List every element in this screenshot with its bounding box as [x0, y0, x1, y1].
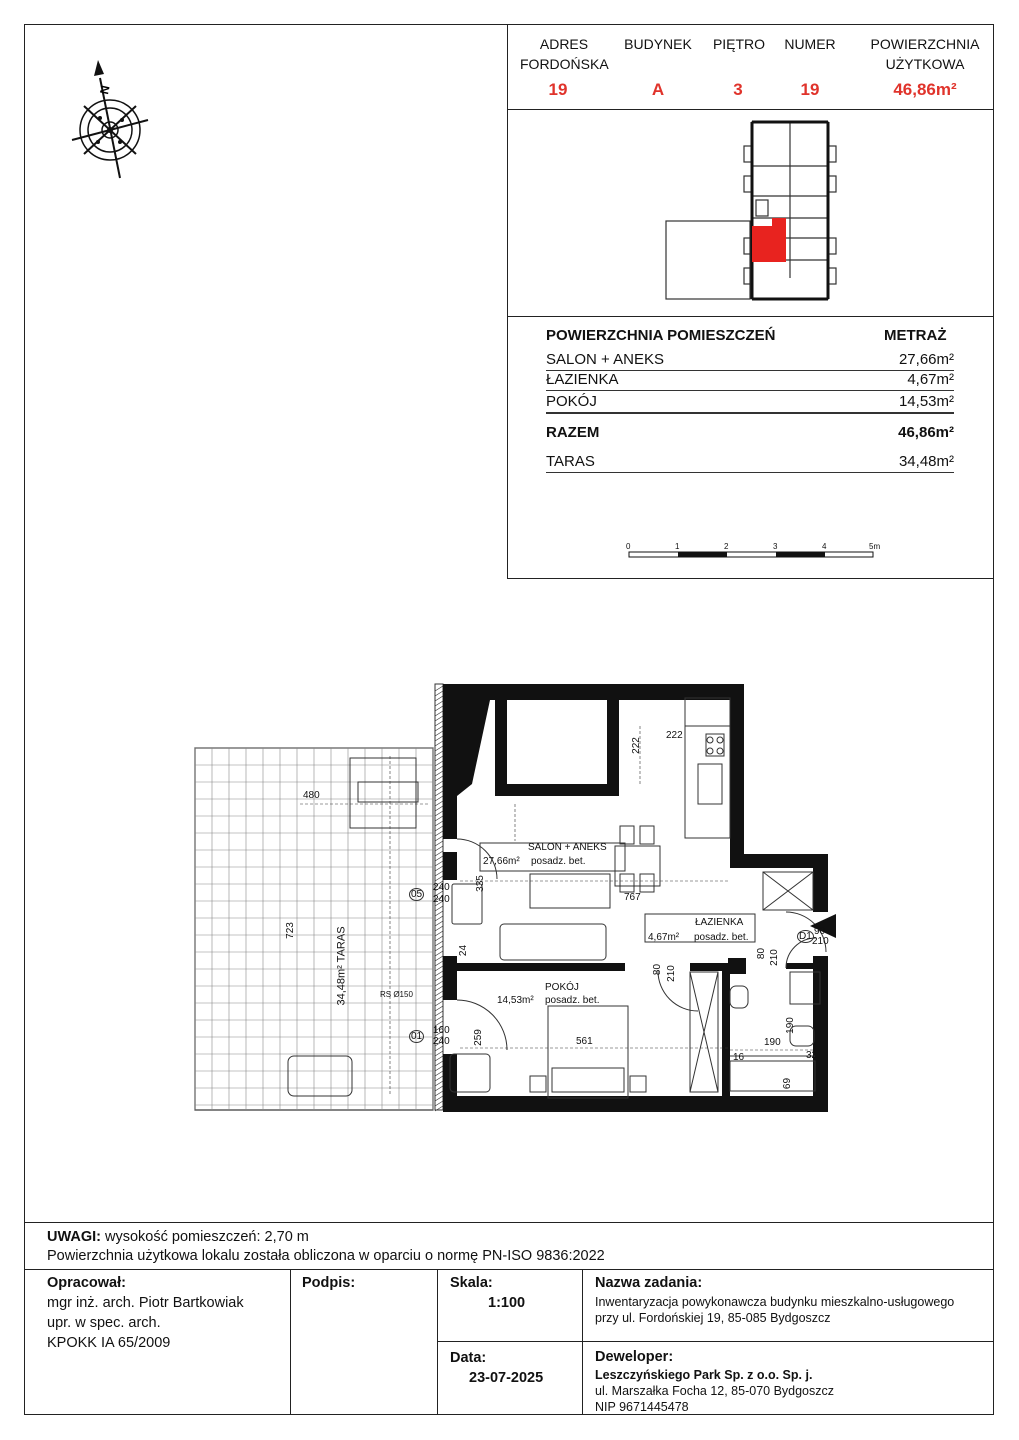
dim-222: 222: [630, 737, 642, 754]
door-210: 210: [665, 965, 677, 982]
opracowal-l1: mgr inż. arch. Piotr Bartkowiak: [47, 1295, 244, 1311]
scale-tick: 0: [626, 542, 631, 551]
opracowal-l3: KPOKK IA 65/2009: [47, 1335, 171, 1351]
data-value: 23-07-2025: [469, 1370, 544, 1386]
value-numer: 19: [800, 80, 820, 99]
scale-tick: 4: [822, 542, 827, 551]
total-label: RAZEM: [546, 424, 600, 441]
uwagi-text: wysokość pomieszczeń: 2,70 m: [105, 1229, 309, 1245]
divider: [24, 1222, 994, 1223]
col-budynek: BUDYNEK: [624, 36, 692, 52]
room-row: [546, 351, 954, 371]
window-01-h: 240: [433, 1036, 450, 1047]
scale-tick: 3: [773, 542, 778, 551]
scale-tick: 1: [675, 542, 680, 551]
skala-label: Skala:: [450, 1275, 493, 1291]
dim-24: 24: [458, 944, 470, 957]
underline: [546, 472, 954, 473]
divider: [437, 1341, 994, 1342]
pokoj-floor: posadz. bet.: [545, 995, 600, 1006]
divider: [24, 1269, 994, 1270]
floor-plan: [190, 676, 840, 1116]
skala-value: 1:100: [488, 1295, 526, 1311]
divider: [290, 1269, 291, 1415]
window-05-w: 240: [433, 882, 450, 893]
zadanie-l1: Inwentaryzacja powykonawcza budynku mieszkalno-usługowego: [595, 1295, 955, 1309]
dim-561: 561: [576, 1036, 593, 1047]
scale-tick: 2: [724, 542, 729, 551]
uwagi-label: UWAGI:: [47, 1229, 101, 1245]
key-plan: [660, 118, 860, 304]
window-01-w: 160: [433, 1025, 450, 1036]
room-name: SALON + ANEKS: [546, 351, 664, 368]
dim-190: 190: [764, 1037, 781, 1048]
value-pietro: 3: [733, 80, 743, 99]
divider: [437, 1269, 438, 1415]
lazienka-label: ŁAZIENKA: [695, 917, 744, 928]
dim-480: 480: [303, 790, 320, 801]
podpis-label: Podpis:: [302, 1275, 356, 1291]
value-budynek: A: [651, 80, 665, 99]
room-name: ŁAZIENKA: [546, 371, 619, 388]
notes-line1: [47, 1229, 309, 1245]
opracowal-label: Opracował:: [47, 1275, 126, 1291]
notes-line2: Powierzchnia użytkowa lokalu została obliczona w oparciu o normę PN-ISO 9836:2022: [47, 1248, 605, 1264]
total-row: [546, 424, 954, 444]
dim-259: 259: [472, 1029, 484, 1046]
metraz-label: METRAŻ: [884, 327, 947, 344]
divider: [507, 109, 994, 110]
opracowal-l2: upr. w spec. arch.: [47, 1315, 161, 1331]
taras-value: 34,48m²: [898, 453, 954, 470]
room-row: [546, 393, 954, 413]
underline: [546, 390, 954, 391]
col-numer: NUMER: [784, 36, 836, 52]
col-powierzchnia: POWIERZCHNIA UŻYTKOWA: [870, 36, 980, 72]
dim-190: 190: [784, 1017, 796, 1034]
dim-767: 767: [624, 892, 641, 903]
lazienka-area: 4,67m²: [648, 932, 680, 943]
dim-723: 723: [284, 922, 296, 939]
door-80: 80: [756, 947, 768, 960]
col-adres: ADRES FORDOŃSKA: [520, 36, 609, 72]
deweloper-l1: Leszczyńskiego Park Sp. z o.o. Sp. j.: [595, 1368, 813, 1382]
compass-north-label: N: [97, 84, 113, 96]
dim-222: 222: [666, 730, 683, 741]
lazienka-floor: posadz. bet.: [694, 932, 749, 943]
deweloper-l3: NIP 9671445478: [595, 1400, 689, 1414]
door-d1-height: 210: [812, 936, 829, 947]
rs-label: RS Ø150: [380, 990, 413, 999]
room-area: 4,67m²: [907, 371, 954, 388]
compass-rose-icon: [64, 58, 156, 182]
divider: [507, 316, 994, 317]
salon-label: SALON + ANEKS: [528, 842, 607, 853]
taras-label: TARAS: [546, 453, 595, 470]
zadanie-label: Nazwa zadania:: [595, 1275, 703, 1291]
door-80: 80: [652, 963, 664, 976]
window-05-h: 240: [433, 894, 450, 905]
key-plan-unit-highlight: [752, 226, 786, 262]
pokoj-label: POKÓJ: [545, 982, 579, 993]
window-01-label: 01: [411, 1031, 423, 1042]
value-adres: 19: [548, 80, 568, 99]
scale-bar: [628, 542, 888, 562]
underline: [546, 412, 954, 414]
divider: [582, 1269, 583, 1415]
taras-row: [546, 453, 954, 473]
room-row: [546, 371, 954, 391]
door-d1-width: 90: [814, 926, 826, 937]
door-d1-label: D1: [799, 931, 812, 942]
taras-label: [336, 926, 348, 1005]
window-05-label: 05: [411, 889, 423, 900]
col-pietro: PIĘTRO: [712, 36, 766, 52]
rooms-title: POWIERZCHNIA POMIESZCZEŃ: [546, 327, 776, 344]
dim-335: 335: [474, 875, 486, 892]
value-powierzchnia: 46,86m²: [893, 80, 957, 99]
salon-area: 27,66m²: [483, 856, 520, 867]
dim-16: 16: [733, 1052, 745, 1063]
room-area: 14,53m²: [898, 393, 954, 410]
total-value: 46,86m²: [898, 424, 954, 441]
room-name: POKÓJ: [546, 393, 597, 410]
zadanie-l2: przy ul. Fordońskiej 19, 85-085 Bydgoszcz: [595, 1311, 831, 1325]
room-area: 27,66m²: [898, 351, 954, 368]
deweloper-label: Deweloper:: [595, 1349, 674, 1365]
salon-floor: posadz. bet.: [531, 856, 586, 867]
dim-69: 69: [782, 1077, 794, 1090]
dim-32: 32: [806, 1050, 818, 1061]
key-plan-terrace: [666, 221, 750, 299]
scale-tick: 5m: [869, 542, 881, 551]
taras-name: TARAS: [335, 926, 348, 963]
data-label: Data:: [450, 1350, 487, 1366]
door-210: 210: [768, 949, 780, 966]
pokoj-area: 14,53m²: [497, 995, 534, 1006]
deweloper-l2: ul. Marszałka Focha 12, 85-070 Bydgoszcz: [595, 1384, 835, 1398]
taras-area: 34,48m²: [335, 965, 348, 1006]
